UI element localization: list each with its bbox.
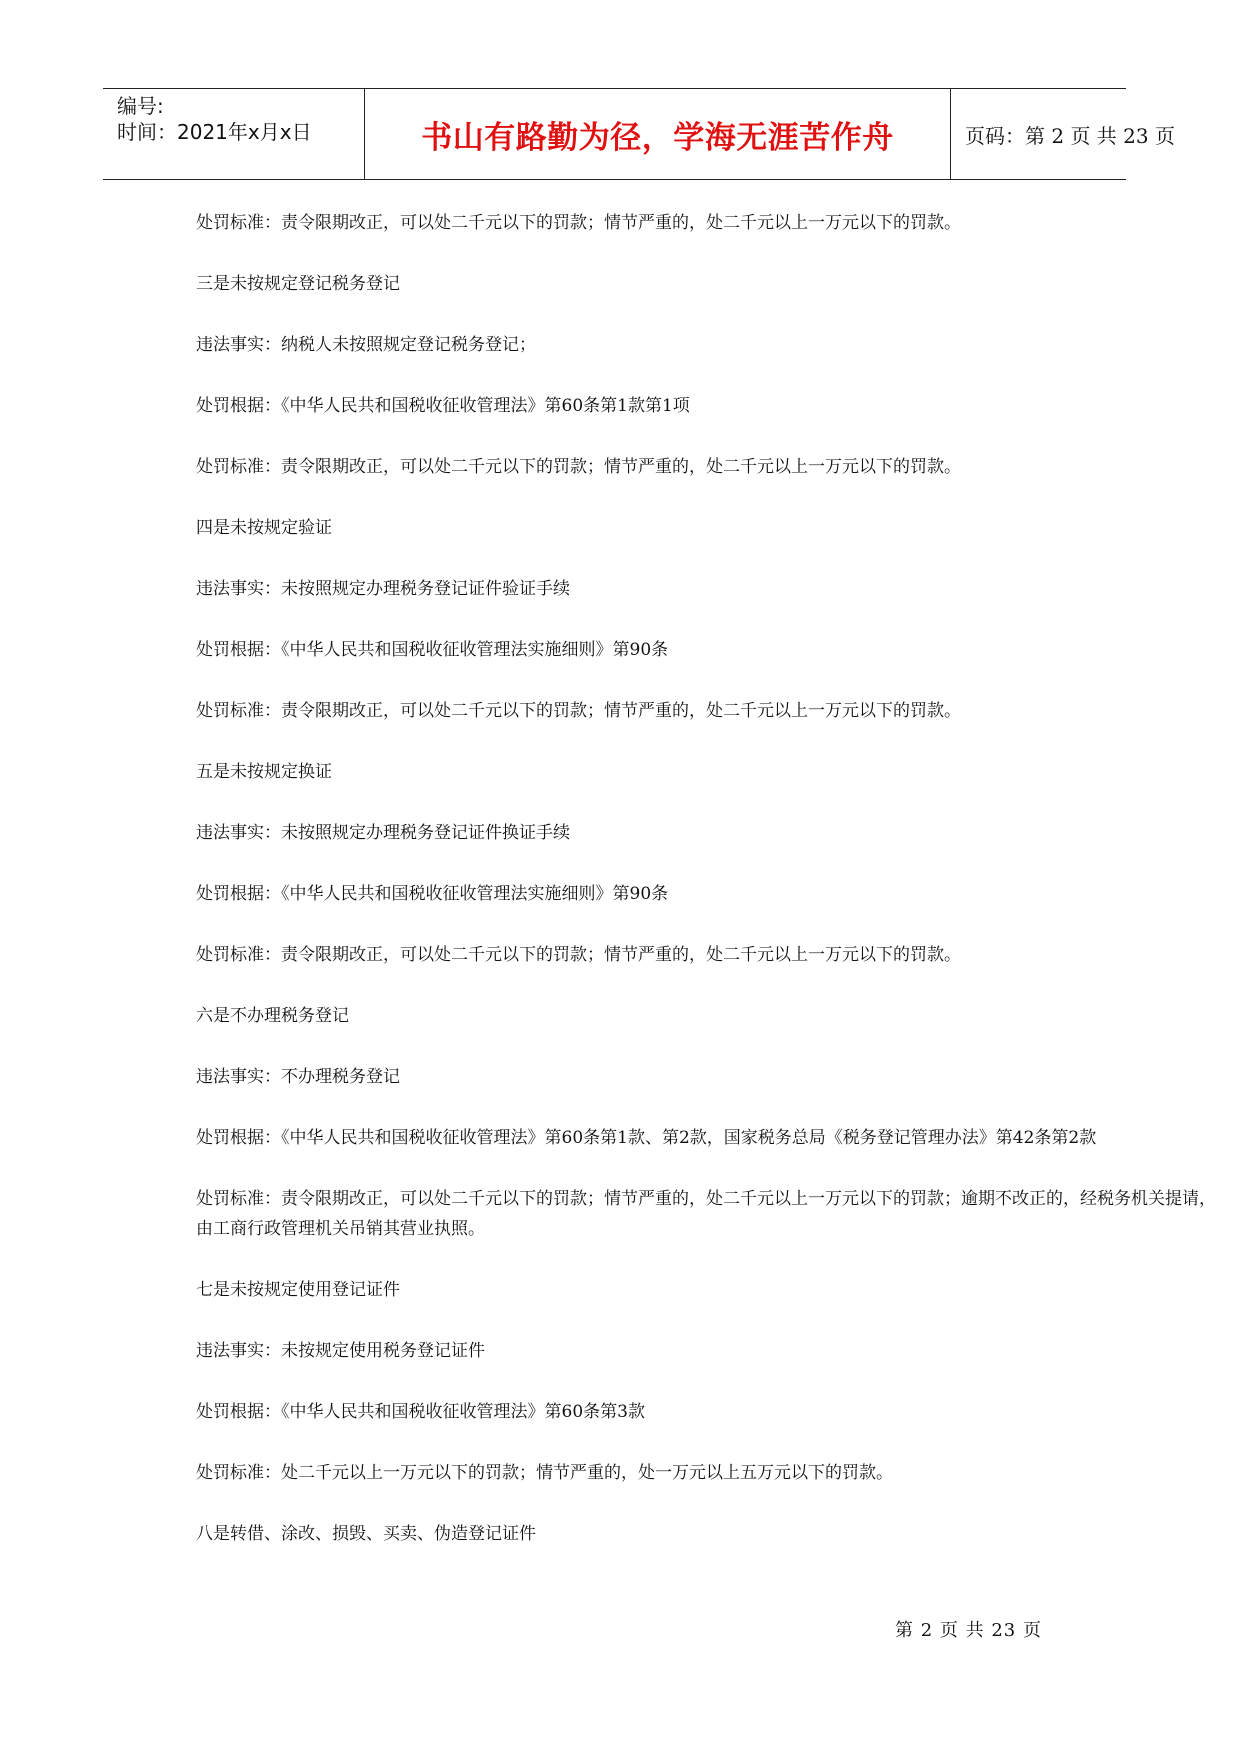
header-page-info: 页码：第 2 页 共 23 页: [965, 123, 1175, 148]
paragraph: 违法事实：纳税人未按照规定登记税务登记；: [196, 335, 536, 355]
header-slogan: 书山有路勤为径，学海无涯苦作舟: [421, 119, 894, 156]
paragraph: 违法事实：不办理税务登记: [196, 1067, 400, 1087]
section-heading: 三是未按规定登记税务登记: [196, 274, 400, 294]
paragraph: 违法事实：未按照规定办理税务登记证件验证手续: [196, 579, 570, 599]
paragraph: 处罚根据：《中华人民共和国税收征收管理法实施细则》第90条: [196, 884, 669, 904]
header-slogan-cell: [365, 89, 951, 179]
header-meta-cell: [103, 89, 365, 179]
paragraph: 处罚标准：责令限期改正，可以处二千元以下的罚款；情节严重的，处二千元以上一万元以下的罚款。: [196, 457, 961, 477]
paragraph: 处罚标准：处二千元以上一万元以下的罚款；情节严重的，处一万元以上五万元以下的罚款。: [196, 1463, 893, 1483]
paragraph: 处罚标准：责令限期改正，可以处二千元以下的罚款；情节严重的，处二千元以上一万元以下的罚款。: [196, 213, 961, 233]
paragraph: 违法事实：未按规定使用税务登记证件: [196, 1341, 485, 1361]
header-page-cell: [951, 89, 1175, 179]
section-heading: 四是未按规定验证: [196, 518, 332, 538]
paragraph: 处罚根据：《中华人民共和国税收征收管理法》第60条第1款、第2款，国家税务总局《税务登记管理办法》第42条第2款: [196, 1128, 1097, 1148]
paragraph: 处罚标准：责令限期改正，可以处二千元以下的罚款；情节严重的，处二千元以上一万元以下的罚款。: [196, 945, 961, 965]
paragraph: 处罚标准：责令限期改正，可以处二千元以下的罚款；情节严重的，处二千元以上一万元以下的罚款。: [196, 701, 961, 721]
paragraph: 违法事实：未按照规定办理税务登记证件换证手续: [196, 823, 570, 843]
paragraph: 处罚根据：《中华人民共和国税收征收管理法》第60条第1款第1项: [196, 396, 690, 416]
section-heading: 七是未按规定使用登记证件: [196, 1280, 400, 1300]
page-header: [103, 88, 1175, 180]
paragraph: 处罚根据：《中华人民共和国税收征收管理法实施细则》第90条: [196, 640, 669, 660]
document-number-label: 编号:: [117, 94, 164, 118]
document-time-label: 时间：2021年x月x日: [117, 120, 312, 144]
section-heading: 六是不办理税务登记: [196, 1006, 349, 1026]
page-footer: 第 2 页 共 23 页: [895, 1620, 1042, 1641]
paragraph: 处罚根据：《中华人民共和国税收征收管理法》第60条第3款: [196, 1402, 645, 1422]
paragraph: 处罚标准：责令限期改正，可以处二千元以下的罚款；情节严重的，处二千元以上一万元以下的罚款；逾期不改正的，经税务机关提请，由工商行政管理机关吊销其营业执照。: [196, 1189, 1216, 1239]
section-heading: 八是转借、涂改、损毁、买卖、伪造登记证件: [196, 1524, 536, 1544]
section-heading: 五是未按规定换证: [196, 762, 332, 782]
document-body: [196, 208, 1236, 1580]
